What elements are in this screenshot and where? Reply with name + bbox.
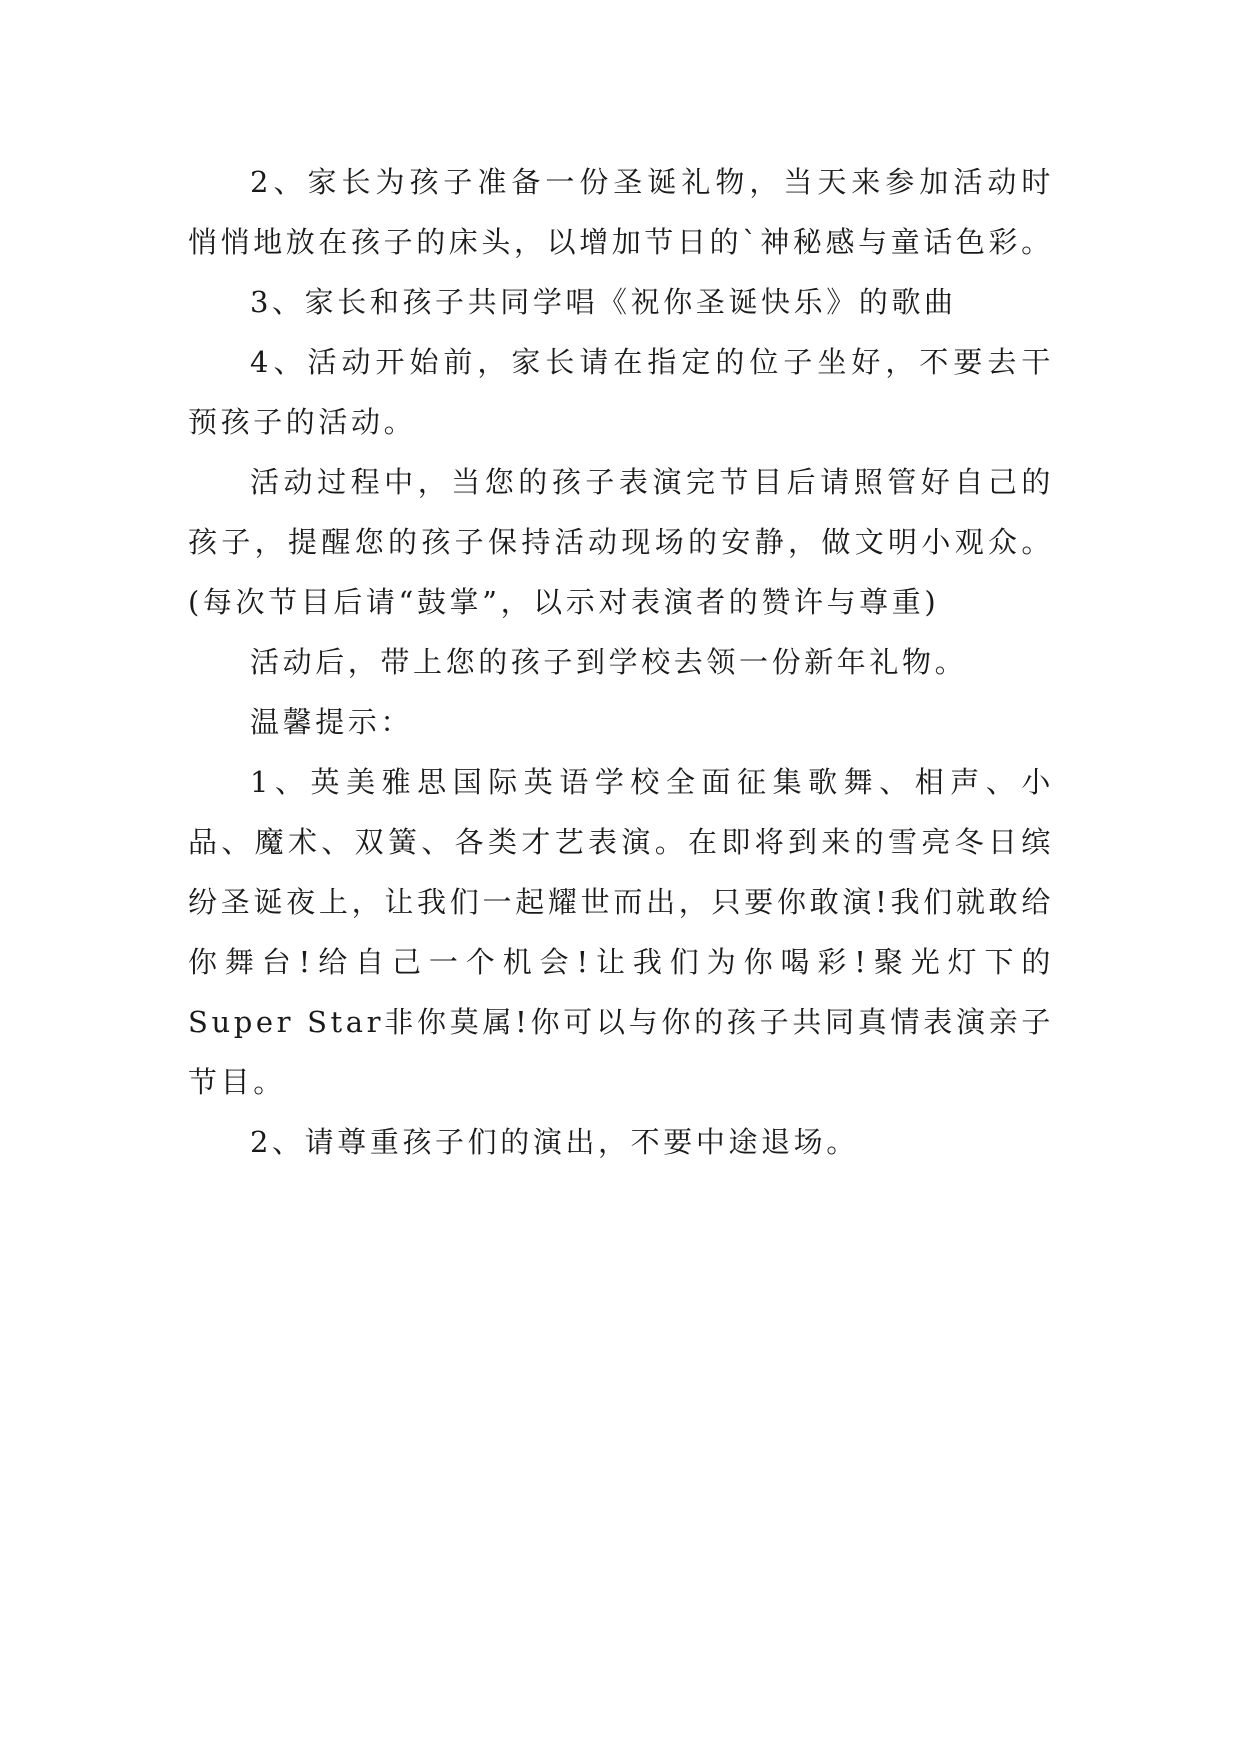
- paragraph-seating: 4、活动开始前，家长请在指定的位子坐好，不要去干预孩子的活动。: [188, 345, 1054, 439]
- paragraph-after-activity: 活动后，带上您的孩子到学校去领一份新年礼物。: [250, 645, 968, 679]
- paragraph-tip-1: 1、英美雅思国际英语学校全面征集歌舞、相声、小品、魔术、双簧、各类才艺表演。在即将到来的雪亮冬日缤纷圣诞夜上，让我们一起耀世而出，只要你敢演!我们就敢给你舞台!给自己一个机会!让我们为你喝彩!聚光灯下的Super Star非你莫属!你可以与你的孩子共同真情表演亲子节目。: [188, 765, 1054, 1099]
- paragraph-tips-heading: 温馨提示：: [250, 705, 414, 739]
- document-body: [188, 152, 1054, 1172]
- paragraph-tip-2: 2、请尊重孩子们的演出，不要中途退场。: [250, 1125, 859, 1159]
- paragraph-song: 3、家长和孩子共同学唱《祝你圣诞快乐》的歌曲: [250, 285, 957, 319]
- paragraph-gift: 2、家长为孩子准备一份圣诞礼物，当天来参加活动时悄悄地放在孩子的床头，以增加节日的`神秘感与童话色彩。: [188, 165, 1054, 259]
- paragraph-during-activity: 活动过程中，当您的孩子表演完节目后请照管好自己的孩子，提醒您的孩子保持活动现场的安静，做文明小观众。(每次节目后请“鼓掌”，以示对表演者的赞许与尊重): [188, 465, 1054, 619]
